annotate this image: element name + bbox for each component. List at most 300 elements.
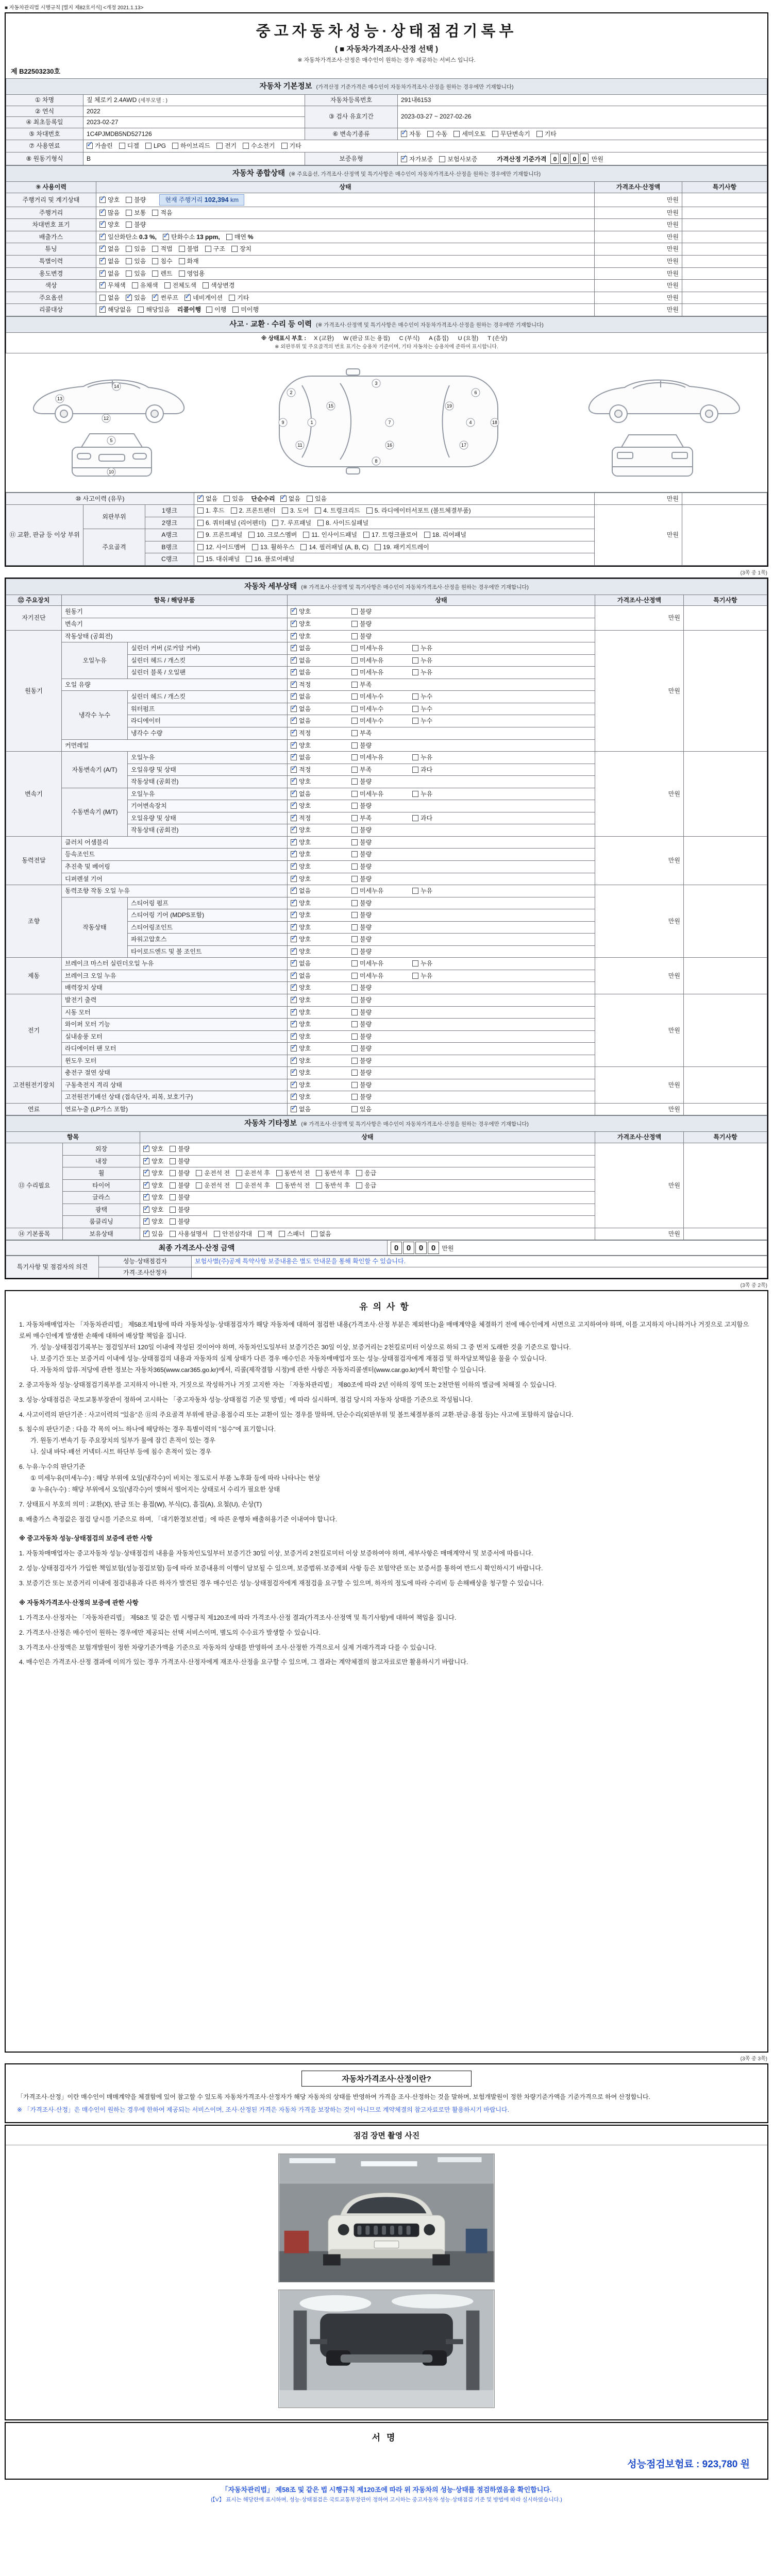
checkbox-option[interactable] [351,717,412,725]
checkbox[interactable] [536,131,543,137]
checkbox-option[interactable] [143,1217,163,1226]
checkbox[interactable] [401,131,407,137]
checkbox-option[interactable] [236,1181,270,1190]
checkbox[interactable] [197,532,204,538]
checkbox-option[interactable] [439,155,477,164]
checkbox-option[interactable] [197,519,266,528]
checkbox[interactable] [351,1058,358,1064]
checkbox-option[interactable] [291,1032,351,1041]
checkbox[interactable] [205,246,211,252]
checkbox-option[interactable] [196,1169,230,1178]
checkbox-option[interactable] [172,142,210,150]
checkbox[interactable] [351,985,358,991]
checkbox-option[interactable] [351,972,412,980]
checkbox-option[interactable] [246,555,294,564]
checkbox[interactable] [291,960,297,967]
checkbox-option[interactable] [412,959,473,968]
checkbox[interactable] [248,532,255,538]
checkbox-option[interactable] [291,959,351,968]
checkbox-option[interactable] [236,1169,270,1178]
checkbox-option[interactable] [291,620,351,629]
checkbox[interactable] [316,1170,322,1176]
checkbox[interactable] [351,876,358,882]
checkbox[interactable] [152,246,158,252]
checkbox[interactable] [351,1045,358,1052]
checkbox[interactable] [236,1182,242,1189]
checkbox-option[interactable] [119,142,139,150]
checkbox[interactable] [351,730,358,736]
checkbox-option[interactable] [99,281,126,290]
checkbox[interactable] [412,767,418,773]
checkbox[interactable] [143,1218,149,1225]
checkbox[interactable] [291,997,297,1003]
checkbox-option[interactable] [170,1217,190,1226]
checkbox-option[interactable] [429,335,448,343]
checkbox-option[interactable] [291,717,351,725]
checkbox-option[interactable] [291,656,351,665]
checkbox[interactable] [351,1082,358,1088]
checkbox-option[interactable] [424,531,466,539]
checkbox[interactable] [196,1182,202,1189]
checkbox-option[interactable] [351,681,412,689]
checkbox[interactable] [231,246,238,252]
checkbox[interactable] [99,270,106,277]
checkbox[interactable] [291,778,297,785]
checkbox-option[interactable] [291,668,351,677]
checkbox[interactable] [143,1207,149,1213]
checkbox-option[interactable] [291,875,351,884]
checkbox-option[interactable] [205,245,225,253]
checkbox-option[interactable] [351,668,412,677]
checkbox-option[interactable] [580,154,589,164]
checkbox-option[interactable] [291,996,351,1005]
checkbox[interactable] [311,1231,317,1237]
checkbox[interactable] [291,1070,297,1076]
checkbox-option[interactable] [412,656,473,665]
checkbox-option[interactable] [351,1081,412,1090]
checkbox[interactable] [99,295,106,301]
checkbox[interactable] [412,815,418,821]
checkbox[interactable] [375,544,381,550]
checkbox[interactable] [291,827,297,833]
checkbox[interactable] [224,496,230,502]
checkbox[interactable] [197,507,204,514]
checkbox-option[interactable] [412,887,473,895]
checkbox[interactable] [291,851,297,857]
checkbox-option[interactable] [351,729,412,738]
checkbox[interactable] [291,730,297,736]
checkbox[interactable] [291,718,297,724]
checkbox-option[interactable] [170,1206,190,1214]
checkbox-option[interactable] [351,862,412,871]
checkbox-option[interactable] [560,154,569,164]
checkbox[interactable] [99,210,106,216]
checkbox-option[interactable] [356,1181,376,1190]
checkbox-option[interactable] [276,1181,310,1190]
checkbox-option[interactable] [126,221,146,229]
checkbox-option[interactable] [143,1230,163,1239]
checkbox-option[interactable] [143,1206,163,1214]
checkbox-option[interactable] [99,269,120,278]
checkbox-option[interactable] [291,911,351,920]
checkbox-option[interactable] [291,984,351,992]
checkbox[interactable] [291,803,297,809]
checkbox[interactable] [132,282,138,289]
checkbox[interactable] [291,682,297,688]
checkbox[interactable] [351,693,358,700]
checkbox-option[interactable] [126,245,146,253]
checkbox[interactable] [351,778,358,785]
checkbox[interactable] [351,754,358,760]
checkbox[interactable] [126,295,132,301]
checkbox[interactable] [197,496,204,502]
checkbox[interactable] [143,1194,149,1200]
checkbox[interactable] [291,912,297,918]
checkbox-option[interactable] [291,899,351,908]
checkbox[interactable] [291,888,297,894]
checkbox-option[interactable] [248,531,297,539]
checkbox-option[interactable] [351,705,412,714]
checkbox-option[interactable] [282,506,309,515]
checkbox-option[interactable] [99,306,131,314]
checkbox[interactable] [229,295,235,301]
checkbox[interactable] [126,222,132,228]
checkbox-option[interactable] [291,1008,351,1017]
checkbox-option[interactable] [351,607,412,616]
checkbox-option[interactable] [126,294,146,302]
checkbox[interactable] [351,608,358,615]
checkbox-option[interactable] [99,233,157,242]
checkbox[interactable] [291,767,297,773]
checkbox[interactable] [152,210,158,216]
checkbox[interactable] [351,960,358,967]
checkbox[interactable] [351,997,358,1003]
checkbox-option[interactable] [143,1193,163,1202]
checkbox[interactable] [412,669,418,675]
checkbox[interactable] [143,1146,149,1152]
checkbox[interactable] [291,876,297,882]
checkbox[interactable] [351,936,358,942]
checkbox-option[interactable] [351,620,412,629]
checkbox-option[interactable] [291,644,351,653]
checkbox-option[interactable] [351,1105,412,1114]
checkbox-option[interactable] [231,506,276,515]
checkbox-option[interactable] [291,766,351,774]
checkbox-option[interactable] [351,947,412,956]
checkbox-option[interactable] [351,644,412,653]
checkbox[interactable] [196,1170,202,1176]
checkbox[interactable] [351,767,358,773]
checkbox[interactable] [197,520,204,526]
checkbox-option[interactable] [291,1105,351,1114]
checkbox-option[interactable] [570,154,579,164]
checkbox[interactable] [279,1231,285,1237]
checkbox-option[interactable] [351,632,412,641]
checkbox-option[interactable] [351,777,412,786]
checkbox[interactable] [179,258,185,264]
checkbox-option[interactable] [170,1193,190,1202]
checkbox[interactable] [252,544,258,550]
checkbox-option[interactable] [492,130,530,139]
checkbox-option[interactable] [351,656,412,665]
checkbox[interactable] [272,520,278,526]
checkbox-option[interactable] [351,899,412,908]
checkbox[interactable] [236,1170,242,1176]
checkbox[interactable] [351,851,358,857]
checkbox-option[interactable] [184,294,223,302]
checkbox-option[interactable] [170,1181,190,1190]
checkbox-option[interactable] [291,729,351,738]
checkbox[interactable] [99,307,106,313]
checkbox[interactable] [291,706,297,712]
checkbox[interactable] [172,143,178,149]
checkbox-option[interactable] [351,766,412,774]
checkbox-option[interactable] [291,790,351,799]
checkbox-option[interactable] [179,245,199,253]
checkbox[interactable] [412,888,418,894]
checkbox[interactable] [170,1231,176,1237]
checkbox[interactable] [351,633,358,639]
checkbox[interactable] [291,633,297,639]
checkbox[interactable] [291,608,297,615]
checkbox-option[interactable] [87,142,113,150]
checkbox-option[interactable] [126,196,146,205]
checkbox[interactable] [179,246,185,252]
checkbox-option[interactable] [143,1181,163,1190]
checkbox[interactable] [206,307,212,313]
checkbox[interactable] [184,295,191,301]
checkbox-option[interactable] [403,1242,414,1254]
checkbox[interactable] [351,1009,358,1015]
checkbox[interactable] [99,197,106,203]
checkbox[interactable] [291,1045,297,1052]
checkbox[interactable] [291,948,297,955]
checkbox-option[interactable] [412,972,473,980]
checkbox-option[interactable] [291,972,351,980]
checkbox[interactable] [291,791,297,797]
checkbox-option[interactable] [356,1169,376,1178]
checkbox-option[interactable] [170,1230,208,1239]
checkbox-option[interactable] [399,335,420,343]
checkbox-option[interactable] [351,887,412,895]
checkbox-option[interactable] [224,495,244,503]
checkbox[interactable] [276,1170,282,1176]
checkbox[interactable] [232,307,239,313]
checkbox[interactable] [143,1182,149,1189]
checkbox-option[interactable] [170,1157,190,1166]
checkbox-option[interactable] [197,555,240,564]
checkbox[interactable] [126,210,132,216]
checkbox-option[interactable] [458,335,479,343]
checkbox-option[interactable] [291,753,351,762]
checkbox[interactable] [170,1218,176,1225]
checkbox-option[interactable] [143,1157,163,1166]
checkbox-option[interactable] [351,1093,412,1101]
checkbox[interactable] [291,1058,297,1064]
checkbox-option[interactable] [412,814,473,823]
checkbox[interactable] [351,803,358,809]
checkbox[interactable] [152,295,158,301]
checkbox[interactable] [351,1033,358,1040]
checkbox[interactable] [152,270,158,277]
checkbox-option[interactable] [307,495,327,503]
checkbox[interactable] [291,924,297,930]
checkbox[interactable] [170,1158,176,1164]
checkbox-option[interactable] [281,142,301,150]
checkbox[interactable] [145,143,152,149]
checkbox[interactable] [351,706,358,712]
checkbox-option[interactable] [300,543,368,552]
checkbox-option[interactable] [428,1242,439,1254]
checkbox-option[interactable] [272,519,311,528]
checkbox[interactable] [291,1021,297,1027]
checkbox-option[interactable] [99,294,120,302]
checkbox-option[interactable] [243,142,275,150]
checkbox-option[interactable] [412,692,473,701]
checkbox-option[interactable] [401,155,433,164]
checkbox-option[interactable] [291,887,351,895]
checkbox[interactable] [453,131,460,137]
checkbox[interactable] [231,507,237,514]
checkbox[interactable] [356,1170,362,1176]
checkbox-option[interactable] [291,923,351,932]
checkbox[interactable] [351,657,358,664]
checkbox[interactable] [315,507,321,514]
checkbox-option[interactable] [276,1169,310,1178]
checkbox-option[interactable] [316,1181,350,1190]
checkbox-option[interactable] [291,1093,351,1101]
checkbox-option[interactable] [132,281,158,290]
checkbox-option[interactable] [291,607,351,616]
checkbox[interactable] [99,246,106,252]
checkbox-option[interactable] [291,814,351,823]
checkbox-option[interactable] [412,753,473,762]
checkbox[interactable] [351,669,358,675]
checkbox-option[interactable] [351,753,412,762]
checkbox-option[interactable] [351,826,412,835]
checkbox-option[interactable] [99,196,120,205]
checkbox[interactable] [291,1094,297,1100]
checkbox[interactable] [351,742,358,749]
checkbox-option[interactable] [351,1044,412,1053]
checkbox-option[interactable] [351,911,412,920]
checkbox[interactable] [99,234,106,240]
checkbox-option[interactable] [291,741,351,750]
checkbox-option[interactable] [291,705,351,714]
checkbox-option[interactable] [197,495,217,503]
checkbox-option[interactable] [280,495,300,503]
checkbox[interactable] [126,270,132,277]
checkbox[interactable] [307,496,313,502]
checkbox[interactable] [143,1231,149,1237]
checkbox[interactable] [291,669,297,675]
checkbox-option[interactable] [291,681,351,689]
checkbox-option[interactable] [291,692,351,701]
checkbox[interactable] [143,1158,149,1164]
checkbox-option[interactable] [152,294,178,302]
checkbox-option[interactable] [231,245,251,253]
checkbox-option[interactable] [303,531,357,539]
checkbox-option[interactable] [229,294,249,302]
checkbox[interactable] [280,496,287,502]
checkbox-option[interactable] [126,269,146,278]
checkbox[interactable] [351,1094,358,1100]
checkbox[interactable] [197,556,204,562]
checkbox-option[interactable] [138,306,170,314]
checkbox-option[interactable] [391,1242,402,1254]
checkbox[interactable] [291,839,297,845]
checkbox[interactable] [99,282,106,289]
checkbox[interactable] [351,718,358,724]
checkbox-option[interactable] [291,1044,351,1053]
checkbox[interactable] [401,156,407,162]
checkbox-option[interactable] [351,959,412,968]
checkbox[interactable] [276,1182,282,1189]
checkbox-option[interactable] [412,668,473,677]
checkbox[interactable] [427,131,433,137]
checkbox-option[interactable] [343,335,390,343]
checkbox[interactable] [291,1106,297,1112]
checkbox-option[interactable] [152,245,172,253]
checkbox-option[interactable] [412,705,473,714]
checkbox[interactable] [351,924,358,930]
checkbox-option[interactable] [351,1057,412,1065]
checkbox-option[interactable] [351,790,412,799]
checkbox[interactable] [291,621,297,627]
checkbox[interactable] [126,246,132,252]
checkbox-option[interactable] [351,838,412,847]
checkbox[interactable] [143,1170,149,1176]
checkbox[interactable] [351,621,358,627]
checkbox-option[interactable] [126,257,146,266]
checkbox-option[interactable] [258,1230,273,1239]
checkbox-option[interactable] [143,1145,163,1154]
checkbox[interactable] [291,645,297,651]
checkbox[interactable] [351,839,358,845]
checkbox-option[interactable] [412,790,473,799]
checkbox-option[interactable] [143,1169,163,1178]
checkbox-option[interactable] [351,741,412,750]
checkbox[interactable] [412,693,418,700]
checkbox-option[interactable] [279,1230,305,1239]
checkbox-option[interactable] [232,306,259,314]
checkbox-option[interactable] [163,233,220,242]
checkbox-option[interactable] [226,233,254,242]
checkbox-option[interactable] [214,1230,252,1239]
checkbox-option[interactable] [126,209,146,217]
checkbox[interactable] [164,282,171,289]
checkbox[interactable] [291,863,297,870]
checkbox[interactable] [412,657,418,664]
checkbox[interactable] [351,948,358,955]
checkbox-option[interactable] [317,519,368,528]
checkbox-option[interactable] [363,531,418,539]
checkbox[interactable] [291,1009,297,1015]
checkbox[interactable] [412,706,418,712]
checkbox-option[interactable] [203,281,234,290]
checkbox[interactable] [424,532,430,538]
checkbox[interactable] [492,131,498,137]
checkbox[interactable] [216,143,223,149]
checkbox-option[interactable] [316,1169,350,1178]
checkbox[interactable] [179,270,185,277]
checkbox[interactable] [412,791,418,797]
checkbox-option[interactable] [291,850,351,859]
checkbox[interactable] [351,791,358,797]
checkbox[interactable] [226,234,232,240]
checkbox[interactable] [351,827,358,833]
checkbox-option[interactable] [311,1230,331,1239]
